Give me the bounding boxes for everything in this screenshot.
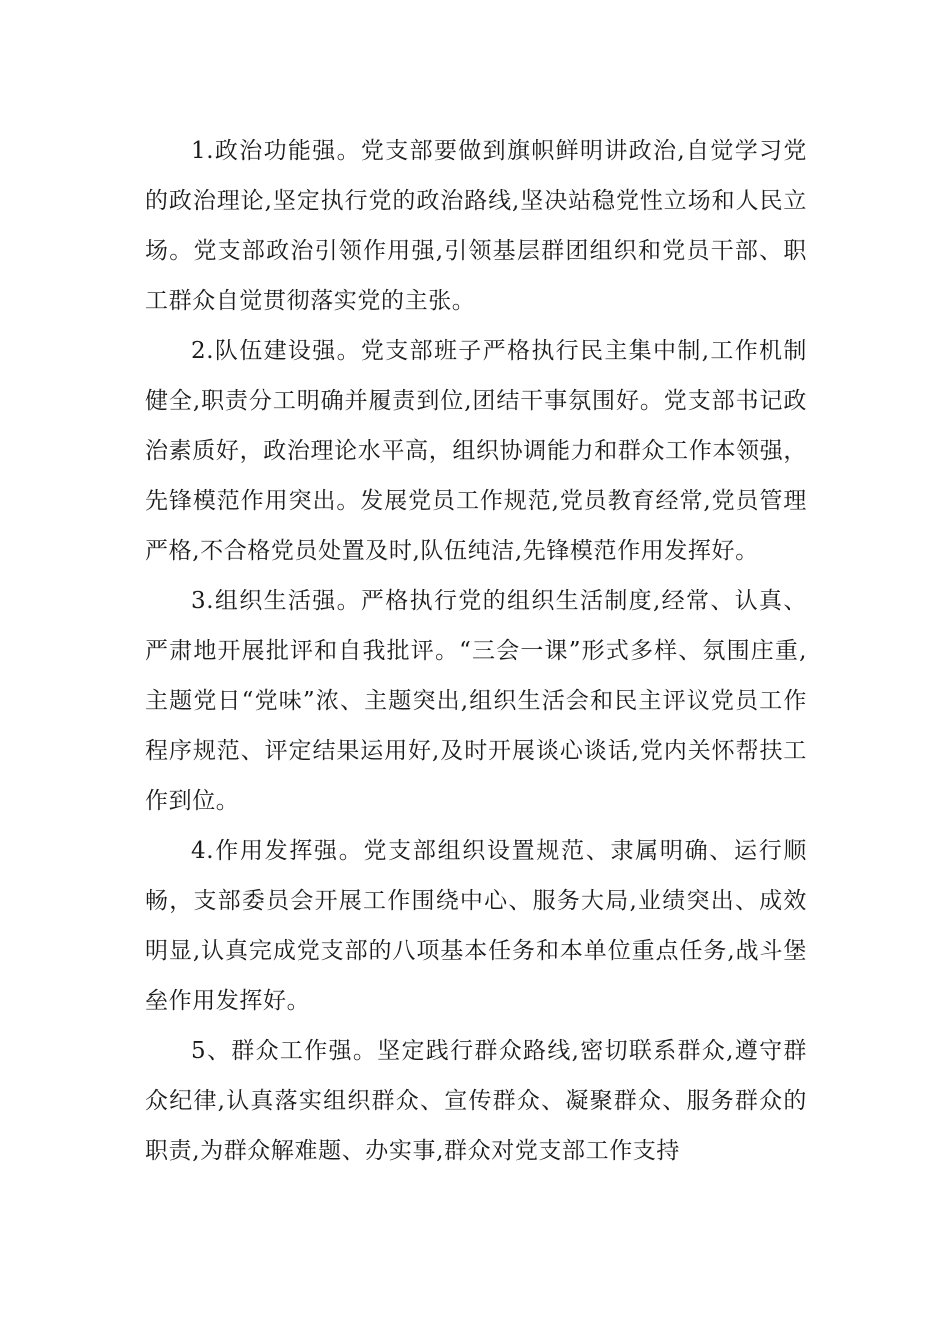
paragraph-organizational-life: 3.组织生活强。严格执行党的组织生活制度,经常、认真、严肃地开展批评和自我批评。“三会一课”形式多样、氛围庄重,主题党日“党味”浓、主题突出,组织生活会和民主评议党员工作程序规范、评定结果运用好,及时开展谈心谈话,党内关怀帮扶工作到位。 bbox=[145, 588, 807, 814]
paragraph-political-function: 1.政治功能强。党支部要做到旗帜鲜明讲政治,自觉学习党的政治理论,坚定执行党的政治路线,坚决站稳党性立场和人民立场。党支部政治引领作用强,引领基层群团组织和党员干部、职工群众自觉贯彻落实党的主张。 bbox=[145, 138, 807, 314]
paragraph-role-play: 4.作用发挥强。党支部组织设置规范、隶属明确、运行顺畅，支部委员会开展工作围绕中心、服务大局,业绩突出、成效明显,认真完成党支部的八项基本任务和本单位重点任务,战斗堡垒作用发挥好。 bbox=[145, 838, 807, 1014]
paragraph-team-building: 2.队伍建设强。党支部班子严格执行民主集中制,工作机制健全,职责分工明确并履责到位,团结干事氛围好。党支部书记政治素质好，政治理论水平高，组织协调能力和群众工作本领强，先锋模范作用突出。发展党员工作规范,党员教育经常,党员管理严格,不合格党员处置及时,队伍纯洁,先锋模范作用发挥好。 bbox=[145, 338, 807, 564]
paragraph-mass-work: 5、群众工作强。坚定践行群众路线,密切联系群众,遵守群众纪律,认真落实组织群众、宣传群众、凝聚群众、服务群众的职责,为群众解难题、办实事,群众对党支部工作支持 bbox=[145, 1038, 807, 1164]
document-body bbox=[145, 126, 807, 1176]
